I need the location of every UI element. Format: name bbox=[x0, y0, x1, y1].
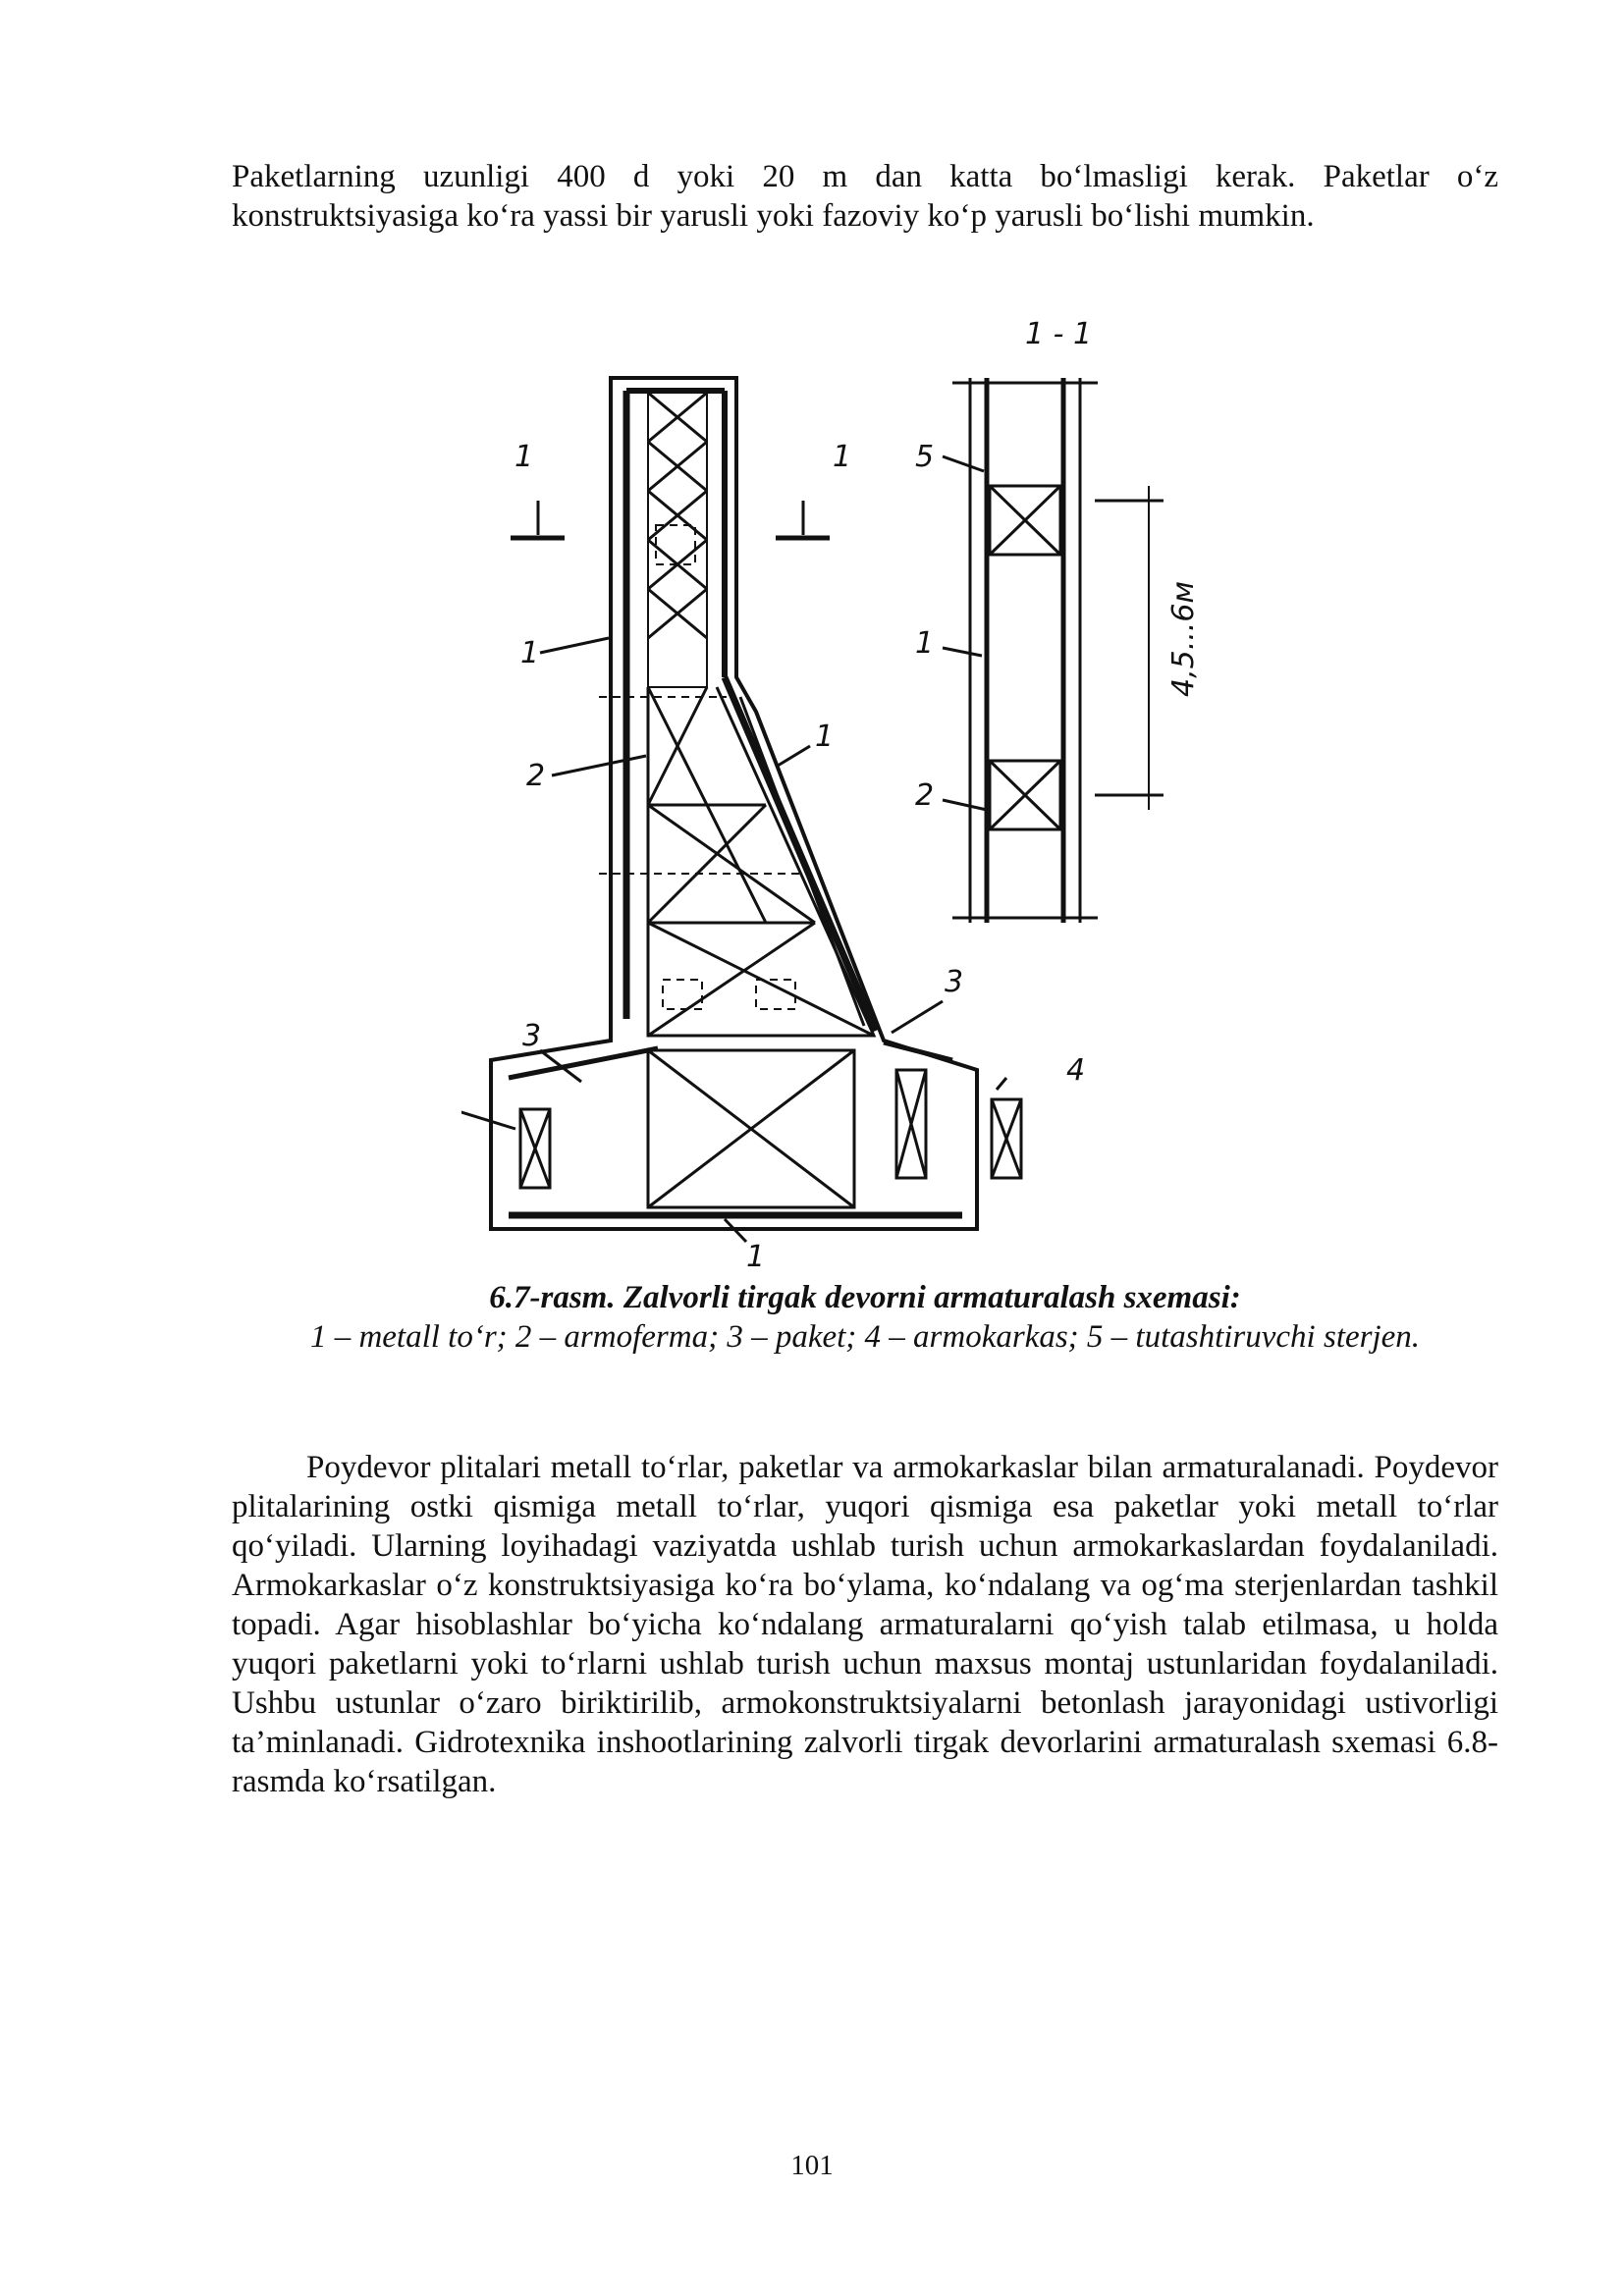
caption-title: 6.7-rasm. Zalvorli tirgak devorni armaturalash sxemasi: bbox=[489, 1280, 1241, 1315]
right-3-label: 3 bbox=[945, 965, 964, 999]
bottom-1-label: 1 bbox=[746, 1240, 766, 1274]
body-paragraph: Poydevor plitalari metall to‘rlar, paketlar va armokarkaslar bilan armaturalanadi. Poydevor plitalarining ostki qismiga metall to‘rlar, yuqori qismiga esa paketlar yoki metall to‘rlar qo‘yiladi. Ularning loyihadagi vaziyatda ushlab turish uchun armokarkaslardan foydalaniladi. Armokarkaslar o‘z konstruktsiyasiga ko‘ra bo‘ylama, ko‘ndalang va og‘ma sterjenlardan tashkil topadi. Agar hisoblashlar bo‘yicha ko‘ndalang armaturalarni qo‘yish talab etilmasa, u holda yuqori paketlarni yoki to‘rlarni ushlab turish uchun maxsus montaj ustunlaridan foydalaniladi. Ushbu ustunlar o‘zaro biriktirilib, armokonstruktsiyalarni betonlash jarayonidagi ustivorligi ta’minlanadi. Gidrotexnika inshootlarining zalvorli tirgak devorlarini armaturalash sxemasi 6.8-rasmda ko‘rsatilgan. bbox=[232, 1450, 1498, 1799]
section-2-label: 2 bbox=[915, 778, 935, 813]
section-1-label: 1 bbox=[915, 626, 935, 661]
page-number: 101 bbox=[790, 2150, 834, 2181]
caption-legend: 1 – metall to‘r; 2 – armoferma; 3 – paket; 4 – armokarkas; 5 – tutashtiruvchi sterjen. bbox=[309, 1319, 1421, 1355]
section-title-label: 1 - 1 bbox=[1025, 317, 1093, 351]
right-4-label: 4 bbox=[1066, 1053, 1086, 1088]
reinforcement-diagram bbox=[461, 285, 1208, 1276]
left-3-label: 3 bbox=[522, 1019, 542, 1053]
intro-paragraph: Paketlarning uzunligi 400 d yoki 20 m dan katta bo‘lmasligi kerak. Paketlar o‘z konstruktsiyasiga ko‘ra yassi bir yarusli yoki fazoviy ko‘p yarusli bo‘lishi mumkin. bbox=[232, 159, 1498, 234]
left-1a-label: 1 bbox=[520, 636, 540, 670]
dimension-label: 4,5...6м bbox=[1166, 580, 1201, 697]
figure-caption bbox=[232, 1278, 1498, 1357]
cut-right-label: 1 bbox=[833, 440, 852, 474]
left-2-label: 2 bbox=[526, 759, 546, 793]
cut-left-label: 1 bbox=[514, 440, 534, 474]
slope-1-label: 1 bbox=[815, 720, 835, 754]
section-5-label: 5 bbox=[915, 440, 935, 474]
